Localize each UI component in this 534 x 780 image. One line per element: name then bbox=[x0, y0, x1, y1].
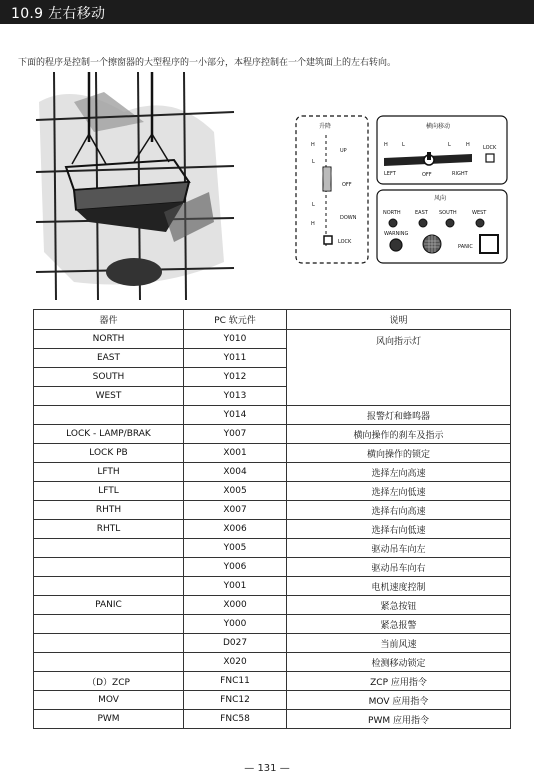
cell-device: RHTH bbox=[34, 501, 184, 520]
cell-device: LFTH bbox=[34, 463, 184, 482]
lateral-lock-button[interactable] bbox=[486, 154, 494, 162]
cell-pc-device: FNC58 bbox=[184, 710, 287, 729]
cell-device: （D）ZCP bbox=[34, 672, 184, 691]
table-row bbox=[34, 691, 511, 710]
cell-pc-device: X004 bbox=[184, 463, 287, 482]
io-assignment-table bbox=[33, 309, 511, 729]
lateral-off-label: OFF bbox=[422, 172, 432, 178]
lift-l-top: L bbox=[312, 159, 315, 165]
cell-device: SOUTH bbox=[34, 368, 184, 387]
east-lamp-icon bbox=[419, 219, 427, 227]
cell-pc-device: Y005 bbox=[184, 539, 287, 558]
cell-pc-device: X006 bbox=[184, 520, 287, 539]
cell-pc-device: Y010 bbox=[184, 330, 287, 349]
lat-lock-label: LOCK bbox=[483, 145, 497, 151]
table-header-row bbox=[34, 310, 511, 330]
table-row bbox=[34, 520, 511, 539]
cell-device bbox=[34, 615, 184, 634]
cell-description: 选择右向高速 bbox=[287, 501, 511, 520]
cell-pc-device: X007 bbox=[184, 501, 287, 520]
table-row bbox=[34, 672, 511, 691]
cell-pc-device: Y000 bbox=[184, 615, 287, 634]
table-row bbox=[34, 330, 511, 349]
cell-pc-device: Y001 bbox=[184, 577, 287, 596]
cell-pc-device: FNC12 bbox=[184, 691, 287, 710]
table-row bbox=[34, 425, 511, 444]
cell-device bbox=[34, 577, 184, 596]
cell-pc-device: Y012 bbox=[184, 368, 287, 387]
table-row bbox=[34, 406, 511, 425]
down-label: DOWN bbox=[340, 215, 357, 221]
cell-pc-device: Y007 bbox=[184, 425, 287, 444]
col-header-pc-device: PC 软元件 bbox=[184, 310, 287, 330]
table-row bbox=[34, 501, 511, 520]
intro-paragraph: 下面的程序是控制一个擦窗器的大型程序的一小部分，本程序控制在一个建筑面上的左右转向。 bbox=[18, 58, 397, 68]
cell-device: LFTL bbox=[34, 482, 184, 501]
cell-device: PWM bbox=[34, 710, 184, 729]
north-lamp-icon bbox=[389, 219, 397, 227]
north-label: NORTH bbox=[383, 210, 401, 216]
lift-h-top: H bbox=[311, 142, 315, 148]
panic-label: PANIC bbox=[458, 244, 473, 250]
cell-description: 当前风速 bbox=[287, 634, 511, 653]
cell-device: WEST bbox=[34, 387, 184, 406]
lat-h-right: H bbox=[466, 142, 470, 148]
cell-description: 选择右向低速 bbox=[287, 520, 511, 539]
section-title: 10.9 左右移动 bbox=[11, 6, 106, 22]
cell-description: 电机速度控制 bbox=[287, 577, 511, 596]
table-row bbox=[34, 634, 511, 653]
warning-lamp-icon bbox=[390, 239, 402, 251]
right-label: RIGHT bbox=[452, 171, 468, 177]
cell-pc-device: X001 bbox=[184, 444, 287, 463]
cell-description: 驱动吊车向右 bbox=[287, 558, 511, 577]
off-label: OFF bbox=[342, 182, 352, 188]
cell-description: 紧急报警 bbox=[287, 615, 511, 634]
cell-description: 紧急按钮 bbox=[287, 596, 511, 615]
cell-description: 选择左向高速 bbox=[287, 463, 511, 482]
west-label: WEST bbox=[472, 210, 487, 216]
lift-title: 升降 bbox=[319, 123, 332, 130]
cell-pc-device: Y006 bbox=[184, 558, 287, 577]
table-row bbox=[34, 653, 511, 672]
cell-description: 横向操作的锁定 bbox=[287, 444, 511, 463]
cell-device: LOCK - LAMP/BRAK bbox=[34, 425, 184, 444]
col-header-device: 器件 bbox=[34, 310, 184, 330]
lat-l-right: L bbox=[448, 142, 451, 148]
lift-lever-icon[interactable] bbox=[322, 167, 332, 191]
warning-label: WARNING bbox=[384, 231, 409, 237]
cell-pc-device: X000 bbox=[184, 596, 287, 615]
panic-button[interactable] bbox=[480, 235, 498, 253]
cell-device: EAST bbox=[34, 349, 184, 368]
cell-device bbox=[34, 558, 184, 577]
left-label: LEFT bbox=[384, 171, 396, 177]
gondola-illustration bbox=[34, 72, 234, 300]
buzzer-icon bbox=[423, 235, 441, 253]
cell-description: 检测移动锁定 bbox=[287, 653, 511, 672]
south-label: SOUTH bbox=[439, 210, 457, 216]
cell-device bbox=[34, 653, 184, 672]
east-label: EAST bbox=[415, 210, 428, 216]
cell-device bbox=[34, 634, 184, 653]
up-label: UP bbox=[340, 148, 347, 154]
cell-device: MOV bbox=[34, 691, 184, 710]
lift-l-bottom: L bbox=[312, 202, 315, 208]
cell-pc-device: X005 bbox=[184, 482, 287, 501]
table-row bbox=[34, 558, 511, 577]
cell-device bbox=[34, 539, 184, 558]
cell-pc-device: Y013 bbox=[184, 387, 287, 406]
lat-l-left: L bbox=[402, 142, 405, 148]
cell-device: PANIC bbox=[34, 596, 184, 615]
table-body bbox=[34, 406, 511, 729]
table-row bbox=[34, 482, 511, 501]
cell-description: MOV 应用指令 bbox=[287, 691, 511, 710]
lift-lock-label: LOCK bbox=[338, 239, 352, 245]
cell-pc-device: FNC11 bbox=[184, 672, 287, 691]
cell-pc-device: Y011 bbox=[184, 349, 287, 368]
cell-pc-device: Y014 bbox=[184, 406, 287, 425]
south-lamp-icon bbox=[446, 219, 454, 227]
lateral-slider[interactable] bbox=[384, 152, 472, 166]
cell-description: 报警灯和蜂鸣器 bbox=[287, 406, 511, 425]
table-row bbox=[34, 539, 511, 558]
table-row bbox=[34, 444, 511, 463]
page-number: — 131 — bbox=[244, 763, 290, 774]
table-row bbox=[34, 710, 511, 729]
cell-description: 选择左向低速 bbox=[287, 482, 511, 501]
lift-lock-button[interactable] bbox=[324, 236, 332, 244]
cell-description: 驱动吊车向左 bbox=[287, 539, 511, 558]
cell-device: RHTL bbox=[34, 520, 184, 539]
table-row bbox=[34, 615, 511, 634]
cell-wind-description: 风向指示灯 bbox=[287, 330, 511, 406]
cell-device: LOCK PB bbox=[34, 444, 184, 463]
table-row bbox=[34, 577, 511, 596]
col-header-description: 说明 bbox=[287, 310, 511, 330]
lat-h-left: H bbox=[384, 142, 388, 148]
cell-description: 横向操作的刹车及指示 bbox=[287, 425, 511, 444]
control-panel bbox=[296, 116, 507, 263]
cell-device bbox=[34, 406, 184, 425]
cell-device: NORTH bbox=[34, 330, 184, 349]
cell-description: ZCP 应用指令 bbox=[287, 672, 511, 691]
west-lamp-icon bbox=[476, 219, 484, 227]
table-row bbox=[34, 463, 511, 482]
lift-h-bottom: H bbox=[311, 221, 315, 227]
lateral-title: 横向移动 bbox=[426, 123, 451, 130]
figure-svg bbox=[34, 72, 512, 300]
cell-description: PWM 应用指令 bbox=[287, 710, 511, 729]
wind-title: 风向 bbox=[434, 195, 447, 202]
cell-pc-device: X020 bbox=[184, 653, 287, 672]
figure bbox=[34, 72, 512, 300]
section-header bbox=[0, 0, 534, 24]
cell-pc-device: D027 bbox=[184, 634, 287, 653]
table-row bbox=[34, 596, 511, 615]
